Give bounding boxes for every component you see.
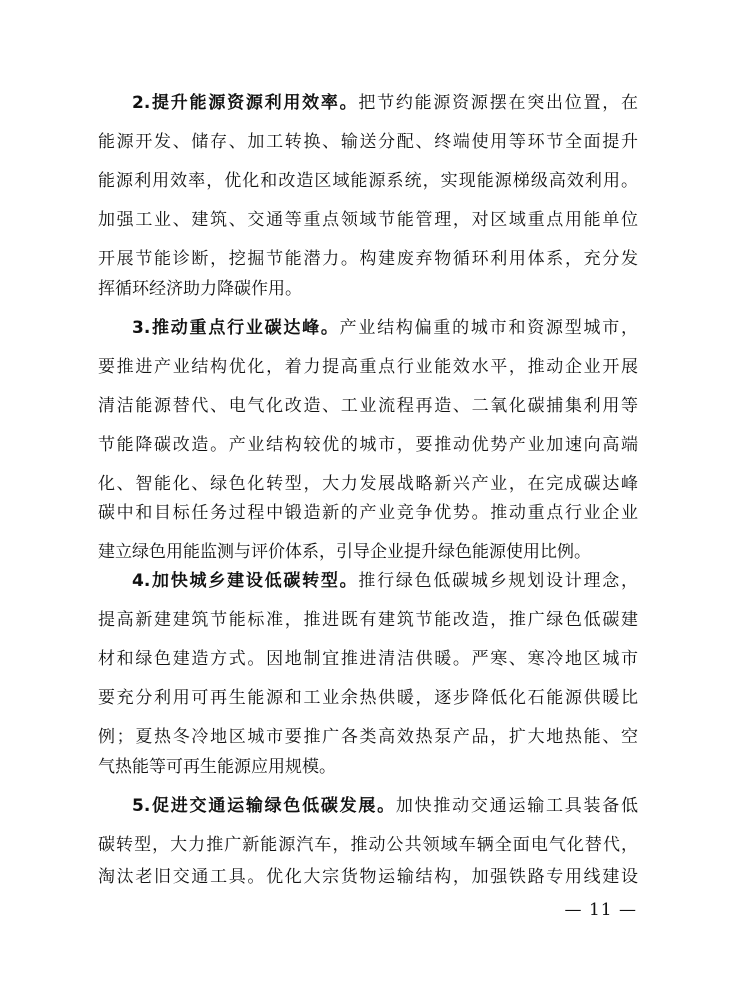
paragraph-line [132, 313, 638, 343]
paragraph-text: 把节约能源资源摆在突出位置，在 [358, 93, 638, 113]
paragraph-line: 淘汰老旧交通工具。优化大宗货物运输结构，加强铁路专用线建设 [98, 867, 638, 887]
paragraph-line: 节能降碳改造。产业结构较优的城市，要推动优势产业加速向高端 [98, 435, 638, 455]
page-number: — 11 — [564, 900, 637, 920]
paragraph-text: 加快推动交通运输工具装备低 [395, 796, 638, 816]
paragraph-line: 要推进产业结构优化，着力提高重点行业能效水平，推动企业开展 [98, 357, 638, 377]
paragraph-line: 例；夏热冬冷地区城市要推广各类高效热泵产品，扩大地热能、空 [98, 727, 638, 747]
section-heading: 5.促进交通运输绿色低碳发展。 [132, 796, 396, 816]
paragraph-line [132, 791, 638, 821]
paragraph-line: 碳中和目标任务过程中锻造新的产业竞争优势。推动重点行业企业 [98, 503, 638, 523]
paragraph-line [132, 88, 638, 118]
paragraph-text: 产业结构偏重的城市和资源型城市， [339, 318, 638, 338]
paragraph-line: 材和绿色建造方式。因地制宜推进清洁供暖。严寒、寒冷地区城市 [98, 649, 638, 669]
paragraph-line: 清洁能源替代、电气化改造、工业流程再造、二氧化碳捕集利用等 [98, 396, 638, 416]
paragraph-line: 要充分利用可再生能源和工业余热供暖，逐步降低化石能源供暖比 [98, 688, 638, 708]
paragraph-line: 碳转型，大力推广新能源汽车，推动公共领域车辆全面电气化替代， [98, 835, 638, 855]
paragraph-line: 气热能等可再生能源应用规模。 [98, 757, 336, 777]
paragraph-line: 能源利用效率，优化和改造区域能源系统，实现能源梯级高效利用。 [98, 171, 638, 191]
paragraph-line: 能源开发、储存、加工转换、输送分配、终端使用等环节全面提升 [98, 132, 638, 152]
paragraph-line: 建立绿色用能监测与评价体系，引导企业提升绿色能源使用比例。 [98, 542, 591, 562]
paragraph-line: 化、智能化、绿色化转型，大力发展战略新兴产业，在完成碳达峰 [98, 474, 638, 494]
section-heading: 3.推动重点行业碳达峰。 [132, 318, 340, 338]
paragraph-line: 开展节能诊断，挖掘节能潜力。构建废弃物循环利用体系，充分发 [98, 249, 638, 269]
paragraph-line: 挥循环经济助力降碳作用。 [98, 279, 302, 299]
paragraph-text: 推行绿色低碳城乡规划设计理念， [358, 571, 638, 591]
section-heading: 2.提升能源资源利用效率。 [132, 93, 359, 113]
paragraph-line: 加强工业、建筑、交通等重点领域节能管理，对区域重点用能单位 [98, 210, 638, 230]
section-heading: 4.加快城乡建设低碳转型。 [132, 571, 359, 591]
paragraph-line [132, 566, 638, 596]
paragraph-line: 提高新建建筑节能标准，推进既有建筑节能改造，推广绿色低碳建 [98, 610, 638, 630]
